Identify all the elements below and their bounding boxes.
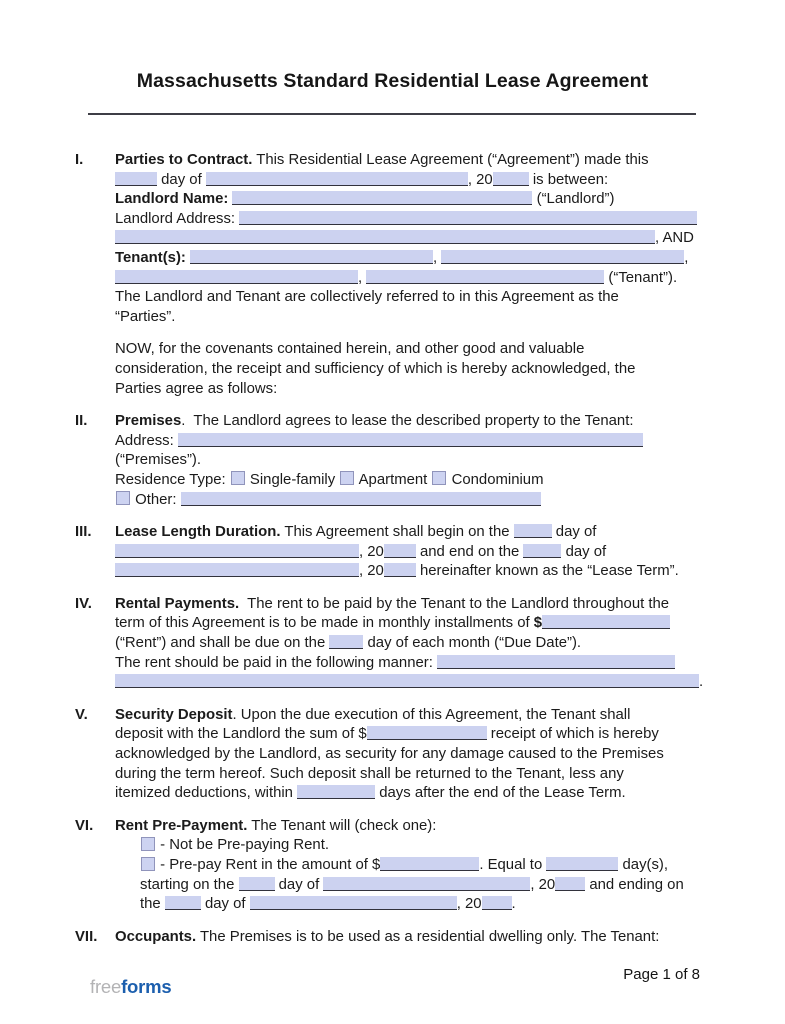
text-run: , [358, 269, 367, 286]
text-line [115, 491, 735, 511]
section-recitals [75, 340, 735, 399]
lease-end-year-field[interactable] [384, 563, 416, 577]
text-run: Other: [131, 491, 181, 508]
text-line [115, 595, 735, 615]
heading-run: Rent Pre-Payment. [115, 817, 248, 834]
text-run: , 20 [456, 896, 482, 913]
lease-end-month-field[interactable] [115, 563, 359, 577]
heading-run: Lease Length Duration. [115, 524, 281, 541]
section-body [115, 706, 735, 804]
text-line [115, 836, 735, 856]
text-run: term of this Agreement is to be made in monthly installments of [115, 615, 534, 632]
single-family-checkbox[interactable] [231, 471, 245, 485]
other-residence-field[interactable] [181, 492, 541, 506]
security-deposit-amount-field[interactable] [367, 726, 487, 740]
text-run: and end on the [415, 543, 524, 560]
text-run: The rent should be paid in the following manner: [115, 654, 438, 671]
prepay-end-month-field[interactable] [250, 896, 457, 910]
text-run: This Residential Lease Agreement (“Agreement”) made this [252, 152, 649, 168]
text-run: during the term hereof. Such deposit shall be returned to the Tenant, less any [115, 765, 624, 782]
text-run: Single-family [245, 471, 340, 488]
text-line [115, 523, 735, 543]
text-run: is between: [528, 171, 609, 188]
text-line [115, 451, 735, 471]
lease-start-day-field[interactable] [514, 524, 552, 538]
text-run: days after the end of the Lease Term. [375, 785, 626, 802]
text-run: . Equal to [479, 857, 547, 873]
text-run: , [433, 249, 442, 266]
page-title: Massachusetts Standard Residential Lease Agreement [136, 70, 649, 92]
text-run: starting on the [140, 876, 239, 893]
heading-run: Security Deposit [115, 706, 233, 723]
text-run: day of [157, 171, 206, 188]
execution-year-field[interactable] [493, 172, 529, 186]
text-run: The Premises is to be used as a residential dwelling only. The Tenant: [196, 928, 660, 945]
heading-run: $ [533, 615, 543, 632]
condominium-checkbox[interactable] [432, 471, 446, 485]
text-line [115, 471, 735, 491]
text-run: Apartment [355, 471, 432, 488]
text-run: , 20 [467, 171, 493, 188]
lease-start-year-field[interactable] [384, 544, 416, 558]
text-run: - Pre-pay Rent in the amount of $ [156, 857, 381, 873]
text-run: day of [200, 896, 250, 913]
prepay-start-day-field[interactable] [239, 877, 275, 891]
text-run: . [699, 674, 704, 691]
text-line [115, 171, 735, 191]
text-line [115, 634, 735, 654]
text-run: - Not be Pre-paying Rent. [156, 837, 329, 854]
text-run: (“Landlord”) [532, 191, 615, 208]
payment-manner-cont-field[interactable] [115, 674, 699, 688]
text-run: day of [274, 876, 324, 893]
prepay-amount-field[interactable] [380, 857, 479, 871]
section-lease-length [75, 523, 735, 582]
rent-due-day-field[interactable] [329, 635, 363, 649]
text-run: consideration, the receipt and sufficiency of which is hereby acknowledged, the [115, 360, 636, 377]
text-run: , 20 [359, 563, 384, 580]
text-line [115, 706, 735, 726]
text-run: acknowledged by the Landlord, as security for any damage caused to the Premises [115, 746, 664, 763]
prepay-days-field[interactable] [546, 857, 618, 871]
section-rental-payments [75, 595, 735, 693]
section-body [115, 595, 735, 693]
text-run: day of [551, 524, 597, 541]
logo-free-text: free [90, 976, 122, 997]
heading-run: Occupants. [115, 928, 197, 945]
text-line [115, 380, 735, 400]
text-run: , 20 [359, 543, 384, 560]
premises-address-field[interactable] [178, 433, 643, 447]
deposit-return-days-field[interactable] [297, 785, 375, 799]
tenant-name-4-field[interactable] [366, 270, 604, 284]
title-divider [88, 113, 696, 115]
text-run: Condominium [447, 471, 544, 488]
section-number: I. [75, 152, 84, 168]
text-line [115, 856, 735, 876]
text-line [115, 308, 735, 328]
section-number: IV. [75, 595, 92, 612]
text-line [115, 288, 735, 308]
text-line [115, 432, 735, 452]
text-line [115, 895, 735, 915]
text-run: . The Landlord agrees to lease the described property to the Tenant: [181, 413, 634, 430]
text-run: . Upon the due execution of this Agreement, the Tenant shall [232, 706, 631, 723]
text-line [115, 229, 735, 249]
landlord-address-field[interactable] [239, 211, 697, 225]
text-run: (“Tenant”). [604, 269, 678, 286]
text-run: (“Rent”) and shall be due on the [115, 635, 330, 652]
execution-month-field[interactable] [206, 172, 468, 186]
text-run: deposit with the Landlord the sum of $ [115, 726, 367, 743]
text-line [115, 249, 735, 269]
text-run: , [684, 249, 689, 266]
text-run: This Agreement shall begin on the [280, 524, 514, 541]
text-line [115, 543, 735, 563]
lease-start-month-field[interactable] [115, 544, 359, 558]
text-line [115, 340, 735, 360]
text-line [115, 190, 735, 210]
text-line [115, 928, 735, 948]
text-line [115, 745, 735, 765]
text-line [115, 654, 735, 674]
logo-forms-text: forms [121, 976, 172, 997]
apartment-checkbox[interactable] [340, 471, 354, 485]
heading-run: Rental Payments. [115, 595, 240, 612]
text-run: Residence Type: [115, 471, 230, 488]
text-line [115, 360, 735, 380]
text-line [115, 784, 735, 804]
section-number: II. [75, 413, 88, 430]
text-line [115, 562, 735, 582]
text-run: The rent to be paid by the Tenant to the Landlord throughout the [239, 595, 670, 612]
section-number: III. [75, 524, 92, 541]
rent-amount-field[interactable] [542, 615, 670, 629]
sections-container [75, 151, 735, 960]
heading-run: Tenant(s): [115, 249, 190, 266]
text-run: Landlord Address: [115, 210, 240, 227]
text-run: The Landlord and Tenant are collectively referred to in this Agreement as the [115, 289, 619, 306]
text-line [115, 876, 735, 896]
section-parties [75, 151, 735, 327]
section-premises [75, 412, 735, 510]
text-run: , 20 [530, 876, 556, 893]
lease-end-day-field[interactable] [523, 544, 561, 558]
prepay-end-day-field[interactable] [165, 896, 201, 910]
freeforms-logo[interactable] [90, 976, 172, 998]
text-run: Parties agree as follows: [115, 380, 278, 397]
text-run: day of each month (“Due Date”). [363, 635, 582, 652]
text-run: NOW, for the covenants contained herein, and other good and valuable [115, 341, 585, 358]
no-prepay-checkbox[interactable] [141, 837, 155, 851]
text-run: itemized deductions, within [115, 785, 298, 802]
section-rent-prepayment [75, 817, 735, 915]
text-run: , AND [655, 230, 694, 247]
text-line [115, 765, 735, 785]
execution-day-field[interactable] [115, 172, 157, 186]
section-body [115, 523, 735, 582]
section-occupants [75, 928, 735, 948]
text-run: The Tenant will (check one): [247, 817, 437, 834]
text-line [115, 210, 735, 230]
other-residence-checkbox[interactable] [116, 491, 130, 505]
text-run: . [511, 896, 516, 913]
text-run: receipt of which is hereby [486, 726, 659, 743]
payment-manner-field[interactable] [437, 655, 675, 669]
text-line [115, 817, 735, 837]
heading-run: Landlord Name: [115, 191, 233, 208]
tenant-name-2-field[interactable] [441, 250, 684, 264]
text-line [115, 673, 735, 693]
text-run: day of [561, 543, 607, 560]
tenant-name-1-field[interactable] [190, 250, 433, 264]
prepay-start-month-field[interactable] [323, 877, 530, 891]
text-line [115, 725, 735, 745]
section-body [115, 928, 735, 948]
landlord-name-field[interactable] [232, 191, 532, 205]
section-number: VI. [75, 817, 94, 834]
text-run: the [140, 896, 165, 913]
section-body [115, 817, 735, 915]
text-line [115, 269, 735, 289]
section-security-deposit [75, 706, 735, 804]
text-line [115, 614, 735, 634]
page-number: Page 1 of 8 [623, 966, 700, 983]
section-body [115, 412, 735, 510]
section-number: V. [75, 706, 88, 723]
landlord-address-cont-field[interactable] [115, 230, 655, 244]
prepay-checkbox[interactable] [141, 857, 155, 871]
text-run: Address: [115, 432, 178, 449]
text-line [115, 412, 735, 432]
text-run: (“Premises”). [115, 452, 202, 469]
text-run: and ending on [585, 876, 684, 893]
section-number: VII. [75, 928, 98, 945]
section-body [115, 151, 735, 327]
text-run: “Parties”. [115, 308, 176, 325]
section-body [115, 340, 735, 399]
section-number [75, 340, 115, 399]
heading-run: Premises [115, 413, 182, 430]
text-run: hereinafter known as the “Lease Term”. [415, 563, 679, 580]
text-run: day(s), [618, 857, 669, 873]
text-line [115, 151, 735, 171]
prepay-end-year-field[interactable] [482, 896, 512, 910]
heading-run: Parties to Contract. [115, 152, 253, 168]
tenant-name-3-field[interactable] [115, 270, 358, 284]
prepay-start-year-field[interactable] [555, 877, 585, 891]
